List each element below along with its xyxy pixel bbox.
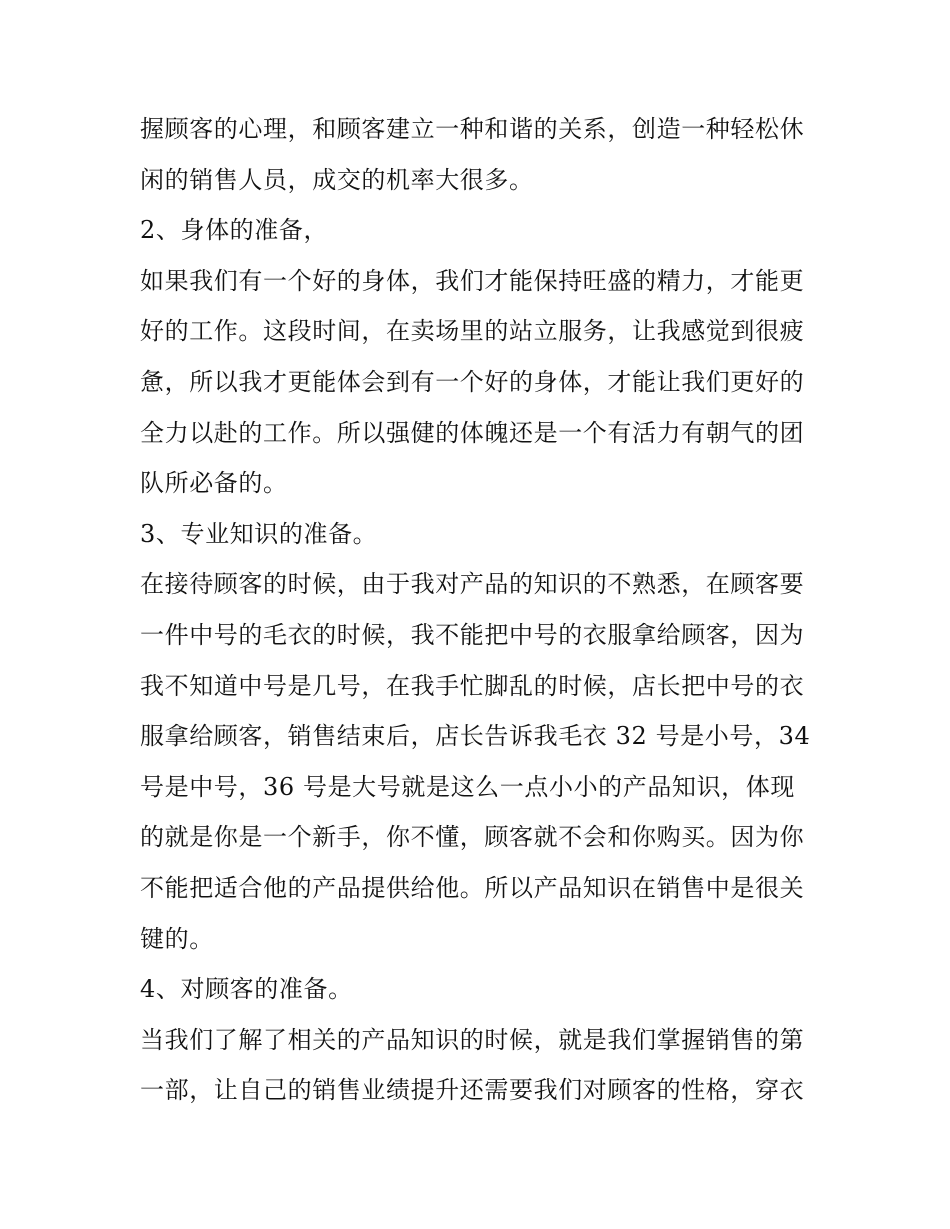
text-line: 号是中号，36 号是大号就是这么一点小小的产品知识，体现 <box>140 772 795 801</box>
text-line: 队所必备的。 <box>140 469 288 498</box>
text-line: 如果我们有一个好的身体，我们才能保持旺盛的精力，才能更 <box>140 266 805 295</box>
text-line: 不能把适合他的产品提供给他。所以产品知识在销售中是很关 <box>140 873 805 902</box>
text-line: 键的。 <box>140 924 214 953</box>
document-body <box>140 104 820 1116</box>
text-line: 好的工作。这段时间，在卖场里的站立服务，让我感觉到很疲 <box>140 317 805 346</box>
text-line: 一件中号的毛衣的时候，我不能把中号的衣服拿给顾客，因为 <box>140 620 805 649</box>
text-line: 的就是你是一个新手，你不懂，顾客就不会和你购买。因为你 <box>140 823 805 852</box>
text-line: 一部，让自己的销售业绩提升还需要我们对顾客的性格，穿衣 <box>140 1076 805 1105</box>
text-line: 我不知道中号是几号，在我手忙脚乱的时候，店长把中号的衣 <box>140 671 805 700</box>
text-line: 在接待顾客的时候，由于我对产品的知识的不熟悉，在顾客要 <box>140 570 805 599</box>
text-line: 握顾客的心理，和顾客建立一种和谐的关系，创造一种轻松休 <box>140 115 805 143</box>
text-line: 惫，所以我才更能体会到有一个好的身体，才能让我们更好的 <box>140 367 805 396</box>
section-heading: 4、对顾客的准备。 <box>140 975 353 1004</box>
section-heading: 2、身体的准备， <box>140 216 329 245</box>
text-line: 服拿给顾客，销售结束后，店长告诉我毛衣 32 号是小号，34 <box>140 722 811 751</box>
text-line: 闲的销售人员，成交的机率大很多。 <box>140 165 534 194</box>
text-line: 全力以赴的工作。所以强健的体魄还是一个有活力有朝气的团 <box>140 418 805 447</box>
section-heading: 3、专业知识的准备。 <box>140 519 378 548</box>
text-line: 当我们了解了相关的产品知识的时候，就是我们掌握销售的第 <box>140 1025 805 1054</box>
